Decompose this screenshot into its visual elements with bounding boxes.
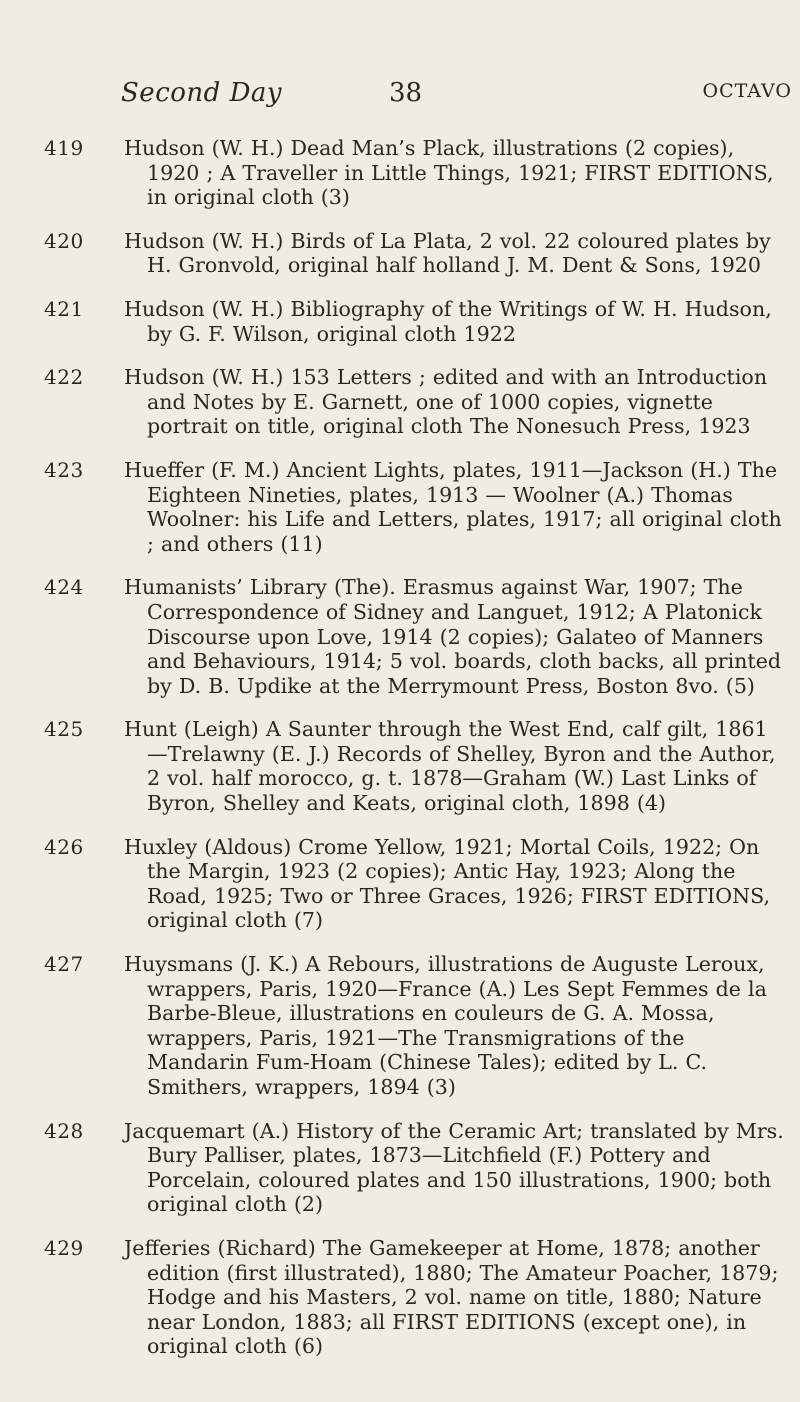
header-title-left: Second Day xyxy=(121,78,283,108)
lot-entry xyxy=(0,229,800,278)
lot-number: 423 xyxy=(44,457,84,482)
lot-description: Hudson (W. H.) Bibliography of the Writings of W. H. Hudson, by G. F. Wilson, original cloth 1922 xyxy=(124,296,772,346)
lot-description: Jacquemart (A.) History of the Ceramic Art; translated by Mrs. Bury Palliser, plates, 1873—Litchfield (F.) Pottery and Porcelain, coloured plates and 150 illustrations, 1900; both original cloth (2) xyxy=(124,1118,784,1217)
lot-number: 428 xyxy=(44,1118,84,1143)
page-number: 38 xyxy=(389,78,423,108)
lot-number: 424 xyxy=(44,575,84,600)
lot-number: 420 xyxy=(44,228,84,253)
lot-description: Hudson (W. H.) Dead Man’s Plack, illustrations (2 copies), 1920 ; A Traveller in Little Things, 1921; FIRST EDITIONS, in original cloth (3) xyxy=(124,136,774,210)
lot-number: 419 xyxy=(44,136,84,160)
lot-number: 425 xyxy=(44,717,84,742)
lot-number: 422 xyxy=(44,365,84,390)
lot-entry xyxy=(0,297,800,346)
lot-entry xyxy=(0,575,800,698)
lot-description: Humanists’ Library (The). Erasmus against War, 1907; The Correspondence of Sidney and Languet, 1912; A Platonick Discourse upon Love, 1914 (2 copies); Galateo of Manners and Behaviours, 1914; 5 vol. boards, cloth backs, all printed by D. B. Updike at the Merrymount Press, Boston 8vo. (5) xyxy=(124,575,782,698)
lot-number: 426 xyxy=(44,834,84,859)
lot-description: Huysmans (J. K.) A Rebours, illustrations de Auguste Leroux, wrappers, Paris, 1920—France (A.) Les Sept Femmes de la Barbe-Bleue, illustrations en couleurs de G. A. Mossa, wrappers, Paris, 1921—The Transmigrations of the Mandarin Fum-Hoam (Chinese Tales); edited by L. C. Smithers, wrappers, 1894 (3) xyxy=(124,952,767,1099)
lot-entry xyxy=(0,458,800,556)
lot-description: Hudson (W. H.) Birds of La Plata, 2 vol. 22 coloured plates by H. Gronvold, original half holland J. M. Dent & Sons, 1920 xyxy=(124,228,771,278)
lot-number: 421 xyxy=(44,296,84,321)
lot-entry xyxy=(0,365,800,439)
lot-description: Hudson (W. H.) 153 Letters ; edited and with an Introduction and Notes by E. Garnett, one of 1000 copies, vignette portrait on title, original cloth The Nonesuch Press, 1923 xyxy=(124,365,768,439)
running-header xyxy=(121,78,792,114)
lot-entry xyxy=(0,1119,800,1217)
lot-description: Hunt (Leigh) A Saunter through the West End, calf gilt, 1861 —Trelawny (E. J.) Records of Shelley, Byron and the Author, 2 vol. half morocco, g. t. 1878—Graham (W.) Last Links of Byron, Shelley and Keats, original cloth, 1898 (4) xyxy=(124,717,776,816)
lot-entry xyxy=(0,1236,800,1359)
header-title-right: OCTAVO xyxy=(702,80,792,102)
lot-entry xyxy=(0,952,800,1100)
lot-list xyxy=(0,136,800,1378)
lot-number: 427 xyxy=(44,952,84,977)
lot-description: Hueffer (F. M.) Ancient Lights, plates, 1911—Jackson (H.) The Eighteen Nineties, plates, 1913 — Woolner (A.) Thomas Woolner: his Life and Letters, plates, 1917; all original cloth ; and others (11) xyxy=(124,457,782,556)
lot-description: Huxley (Aldous) Crome Yellow, 1921; Mortal Coils, 1922; On the Margin, 1923 (2 copies); Antic Hay, 1923; Along the Road, 1925; Two or Three Graces, 1926; FIRST EDITIONS, original cloth (7) xyxy=(124,834,771,933)
lot-entry xyxy=(0,136,800,210)
lot-description: Jefferies (Richard) The Gamekeeper at Home, 1878; another edition (first illustrated), 1880; The Amateur Poacher, 1879; Hodge and his Masters, 2 vol. name on title, 1880; Nature near London, 1883; all FIRST EDITIONS (except one), in original cloth (6) xyxy=(124,1235,779,1359)
lot-entry xyxy=(0,835,800,933)
lot-number: 429 xyxy=(44,1235,84,1260)
lot-entry xyxy=(0,717,800,815)
